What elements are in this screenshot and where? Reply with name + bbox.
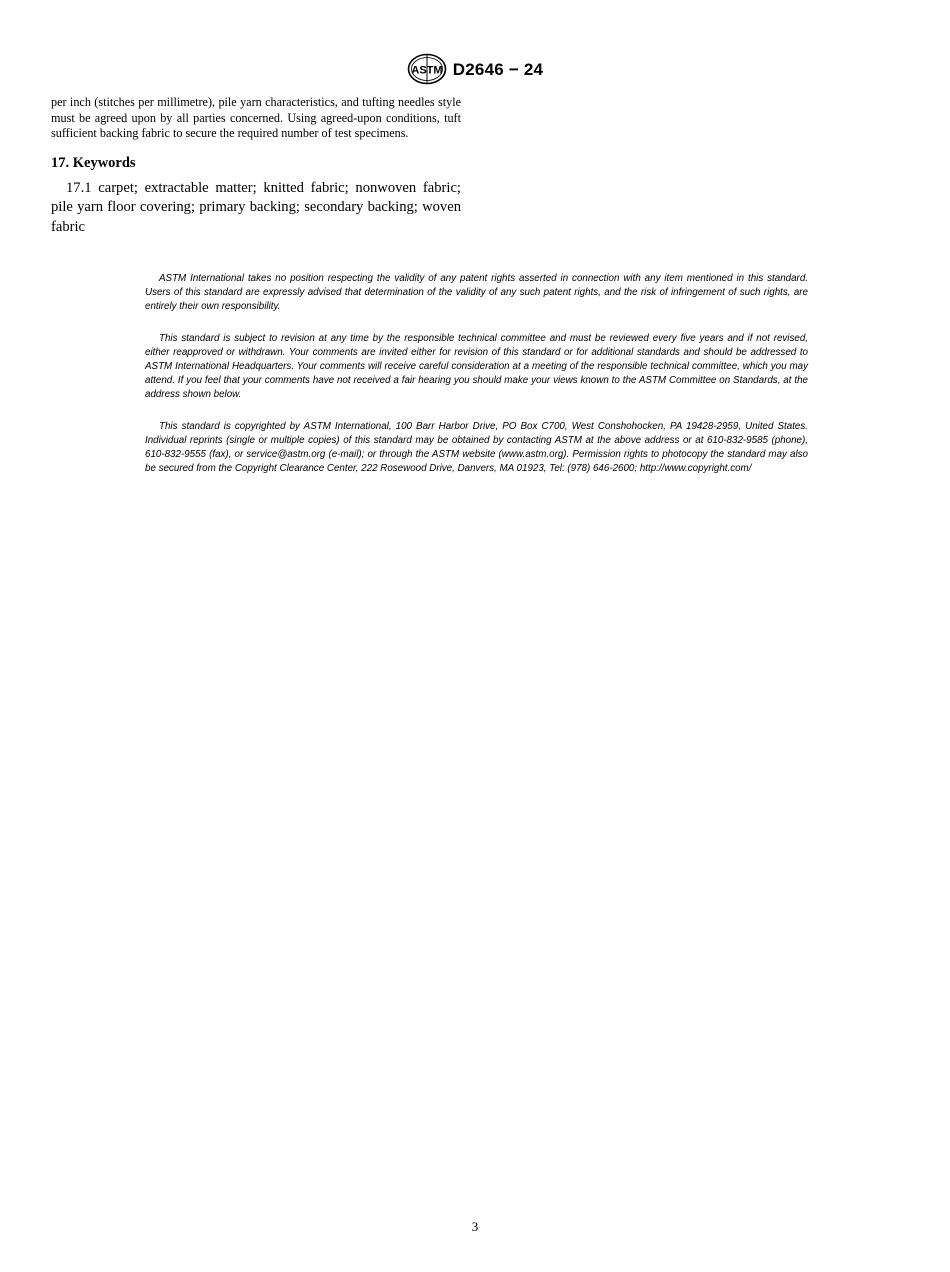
document-designation: D2646 − 24	[452, 60, 544, 79]
patent-notice: ASTM International takes no position respecting the validity of any patent rights asserted in connection with any item mentioned in this standard. Users of this standard are expressly advised that determination of the validity of any such patent rights, and the risk of infringement of such rights, are entirely their own responsibility.	[145, 273, 808, 312]
revision-notice: This standard is subject to revision at any time by the responsible technical committee and must be reviewed every five years and if not revised, either reapproved or withdrawn. Your comments are invited either for revision of this standard or for additional standards and should be addressed to ASTM International Headquarters. Your comments will receive careful consideration at a meeting of the responsible technical committee, which you may attend. If you feel that your comments have not received a fair hearing you should make your views known to the ASTM Committee on Standards, at the address shown below.	[145, 333, 808, 400]
svg-text:ASTM: ASTM	[411, 64, 443, 77]
left-column	[51, 95, 461, 238]
section-heading-keywords: 17. Keywords	[51, 154, 136, 171]
continuation-paragraph: per inch (stitches per millimetre), pile yarn characteristics, and tufting needles style must be agreed upon by all parties concerned. Using agreed-upon conditions, tuft sufficient backing fabric to secure the required number of test specimens.	[51, 95, 461, 141]
page-header	[0, 52, 950, 86]
legal-notices	[145, 272, 808, 495]
astm-logo	[407, 53, 447, 85]
page-number: 3	[471, 1219, 479, 1234]
keywords-paragraph: 17.1 carpet; extractable matter; knitted fabric; nonwoven fabric; pile yarn floor covering; primary backing; secondary backing; woven fabric	[51, 179, 461, 235]
copyright-notice: This standard is copyrighted by ASTM International, 100 Barr Harbor Drive, PO Box C700, West Conshohocken, PA 19428-2959, United States. Individual reprints (single or multiple copies) of this standard may be obtained by contacting ASTM at the above address or at 610-832-9585 (phone), 610-832-9555 (fax), or service@astm.org (e-mail); or through the ASTM website (www.astm.org). Permission rights to photocopy the standard may also be secured from the Copyright Clearance Center, 222 Rosewood Drive, Danvers, MA 01923, Tel: (978) 646-2600; http://www.copyright.com/	[145, 421, 808, 474]
